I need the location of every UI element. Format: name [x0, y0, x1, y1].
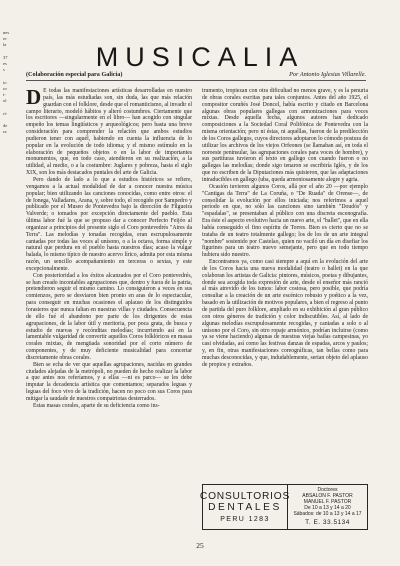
- ad-name-block: [199, 485, 291, 529]
- margin-fragment: la: [3, 42, 7, 48]
- margin-fragment: es: [3, 61, 7, 67]
- article-paragraph: Encontramos ya, como casi siempre a aquí en la evolución del arte de los Coros hacia una nueva modalidad (teatro o ballet) en la que colaboran los artistas de Galicia: pintores, músicos, poetas y dibujantes, donde sea acogida toda expresión de arte, desde el enseñor más ranció al más atrevido de los ismos: labor costosa, pero posible, que podría consultar a la creación de un arte escénico robusto y poético a la vez, basado en la utilización de motivos populares, a bien el regreso al punto de partida del puro folklore, ampliado en su exhibición al gran público con otros géneros de tradición y color indiscutibles. Así, al lado de algunas melodías escrupulosamente recogidas, y cantadas a solo o al unísono por el Coro, sin otro ropaje armónico, podrían incluirse (como ya se viene haciendo) algunas de nuestras viejas bailas campesinas, yo casi olvidadas, así como las festivas danzas de espadas, arcos y paulos; y, en fin, otras manifestaciones coreográficas, tan bellas como para muchas desconocidas, y que, indudablemente, serian objeto del aplauso de propios y extraños.: [202, 259, 368, 368]
- article-paragraph: Pero dando de lado a lo que a estudios históricos se refiere, vengamos a la actual modalidad de dar a conocer nuestra música popular; bien utilizando las canciones conocidas, como entre otros: el de Ionega, Valladares, Arana, y, sobre todo, el recogido por Sampedro y publicado por el Museo de Pontevedra bajo la dirección de Filgueira Valverde; o tomados por excepción directamente del pueblo. Esta última labor fué la que se propuso dar a conocer Perfecto Feijóo al organizar a principios del presente siglo el Coro pontevedrés "Aires da Terra". Las melodías y tonadas recogidas, eran escrupulosamente cantadas por todas las voces al unísono, o a la octava, forma simple y natural que perdura en el pueblo hasta nuestros días; acaso la vulgar balada, lo mismo típico de nuestro acervo lírico, admita por esta misma razón, un sencillo acompañamiento en terceras o sextas, y este excepcionalmente.: [26, 176, 192, 272]
- margin-fragment: t-: [3, 92, 6, 98]
- margin-fragment: io: [3, 79, 7, 85]
- margin-fragment: 37: [3, 54, 8, 60]
- margin-fragment: de: [3, 123, 8, 129]
- ad-doctor-2: MANUEL F. PASTOR: [303, 499, 352, 506]
- ad-hours-1: De 10 a 13 y 14 a 20: [304, 505, 351, 511]
- margin-fragment: s: [3, 67, 5, 73]
- article-author: Por Antonio Iglesias Villarelle.: [289, 71, 366, 78]
- article-paragraph: Bien se echa de ver que aquellas agrupaciones, nacidas en grandes ciudades alejadas de la metrópoli, no pueden de hecho realizar la labor a que antes nos referíamos, y a ellas —ni es parco— se les debe imputar la decadencia artística que comentamos; separados leguas y leguas del foco vivo de la tradición, hacen no poco con sus Coros para mitigar la saudade de nuestros compatriotas desterrados.: [26, 361, 192, 402]
- ad-hours-2: Sábados: de 10 a 13 y 14 a 17: [293, 510, 362, 517]
- page-title: MUSICALIA: [95, 42, 305, 72]
- article-paragraph: [26, 85, 192, 177]
- drop-cap: D: [26, 85, 42, 109]
- divider-rule: [26, 80, 366, 81]
- ad-line-consultorios: CONSULTORIOS: [199, 491, 291, 502]
- article-subtitle: (Colaboración especial para Galicia): [26, 71, 123, 78]
- article-column-left: [26, 85, 192, 410]
- margin-fragment: ro: [3, 85, 7, 91]
- ad-doctors-label: Doctores: [317, 487, 338, 494]
- ad-line-dentales: DENTALES: [208, 502, 282, 513]
- article-paragraph: Con posterioridad a los éxitos alcanzados por el Coro pontevedrés, se han creado incontables agrupaciones que, dentro y fuera de la patria, pretendieron seguir el mismo camino. Lo consiguieron a veces en sus comienzos, pero se desviaron bien pronto en aras de lo espectacular, para conseguir en muchas ocasiones el aplauso de los distinguidos forasteros que nunca faltan en nuestras villas y ciudades. Consecuencia de ello fué el abandono por parte de los dirigentes de estas agrupaciones, de la labor útil y meritoria, por poca grata, de busca y estudio de nuevas y recónditas melodías; incurriendo así en la lamentable vulgaridad de convertir aquellos Coros folklóricos en masas corales mixtas, de mengüada sonoridad por el corto número de componentes, y de muy deficiente musicalidad para concertar discretamente obras corales.: [26, 272, 192, 361]
- article-paragraph: trumento, tropiezan con otra dificultad no menos grave, y es la penuria de obras corales escritas para tales conjuntos. Antes del año 1925, el compositor coruñés José Doncel, había escrito y citado en Barcelona algunas obras populares gallegas con armonizaciones para voces mixtas. Desde aquella fecha, algunos autores han dedicado composiciones a la Sociedad Coral Polifónica de Pontevedra con la misma orientación; pero ni éstas, ni aquéllas, fueron de la predilección de los Coros gallegos, cuyos directores adoptaron lo cómodo postura de utilizar los archivos de los viejos Orfeones (se llamaban así, en toda el noroeste peninsular, las agrupaciones corales para voces de hombre), y sus partituras tuvieron el texto en gallego con cuando fueron o no gallegas las melodías; donde sigo tenaron se escribiría Iglés, y de los que no escriben de la Diputaciones más quisieron, que las adaptaciones intraducibles en gallego (uba, queda armoniosamente alegre y agria.: [202, 88, 368, 183]
- paragraph-text: E todas las manifestaciones artísticas desarrolladas en nuestro país, las más estudiadas son, sin duda, las que más relación guardan con el folklore, desde que el romanticismo, al invadir el campo literario, modeló hábitos y alteró costumbres. Ciertamente que los escritores —singularmente en el libro— han acogido con singular empeño los temas lingüísticos y arqueológicos; pero basta una breve consideración para comprender la relación que ambos estudios pudieron tener con aquél, habiendo en cuenta la influencia de lo popular en la evolución de todo idioma; y el mismo estímulo en la elaboración de pequeños objetos o en la labor de importantes monumentos, que, en todo caso, atendieron en su realización, a la utilidad, al medio, o a la costumbre: Juglares y pobreza, hasta el siglo XIX, son los más destacados puntales del arte de Galicia.: [26, 88, 192, 177]
- margin-fragment: ri-: [3, 110, 8, 116]
- ad-phone: T. E. 33.5134: [305, 518, 350, 526]
- margin-fragment: ra: [3, 129, 7, 135]
- article-paragraph: Ocasión tuvieron algunos Coros, allá por el año 20 —por ejemplo "Cantigas da Terra" de La Coruña, o "De Ruada" de Orense—, de consolidar la evolución por ellos iniciada; nos referimos a aquel período en que, no sólo las canciones sino también "Doudós" y "espadalas", se presentaban al público con una discreta escenografía. Era éste el aspecto evolutivo hacia un nuevo arte, el "ballet", que en ella había conseguido el fino espíritu de Torres. Bien es cierto que no se trataba de un teatro totalmente gallego; los de los de un arte integral "nombre" sostenido por Castelao, quien no vaciló un día en disefiar los figurines para un teatro nuevo semejante, pero que en todo tiempo hubiera sido nuestro.: [202, 183, 368, 259]
- ad-doctor-1: ABSALON F. PASTOR: [302, 493, 353, 500]
- dental-clinic-advertisement: [199, 484, 368, 530]
- page-number: 25: [196, 541, 204, 550]
- margin-fragment: ol: [3, 98, 7, 104]
- ad-details-block: [288, 485, 367, 529]
- article-paragraph: Estas masas corales, aparte de su deficiencia como ins-: [33, 402, 160, 409]
- margin-fragment: re: [3, 36, 7, 42]
- margin-fragment: nes: [3, 30, 10, 35]
- ad-address: PERU 1283: [220, 516, 270, 523]
- article-column-right: [202, 88, 368, 369]
